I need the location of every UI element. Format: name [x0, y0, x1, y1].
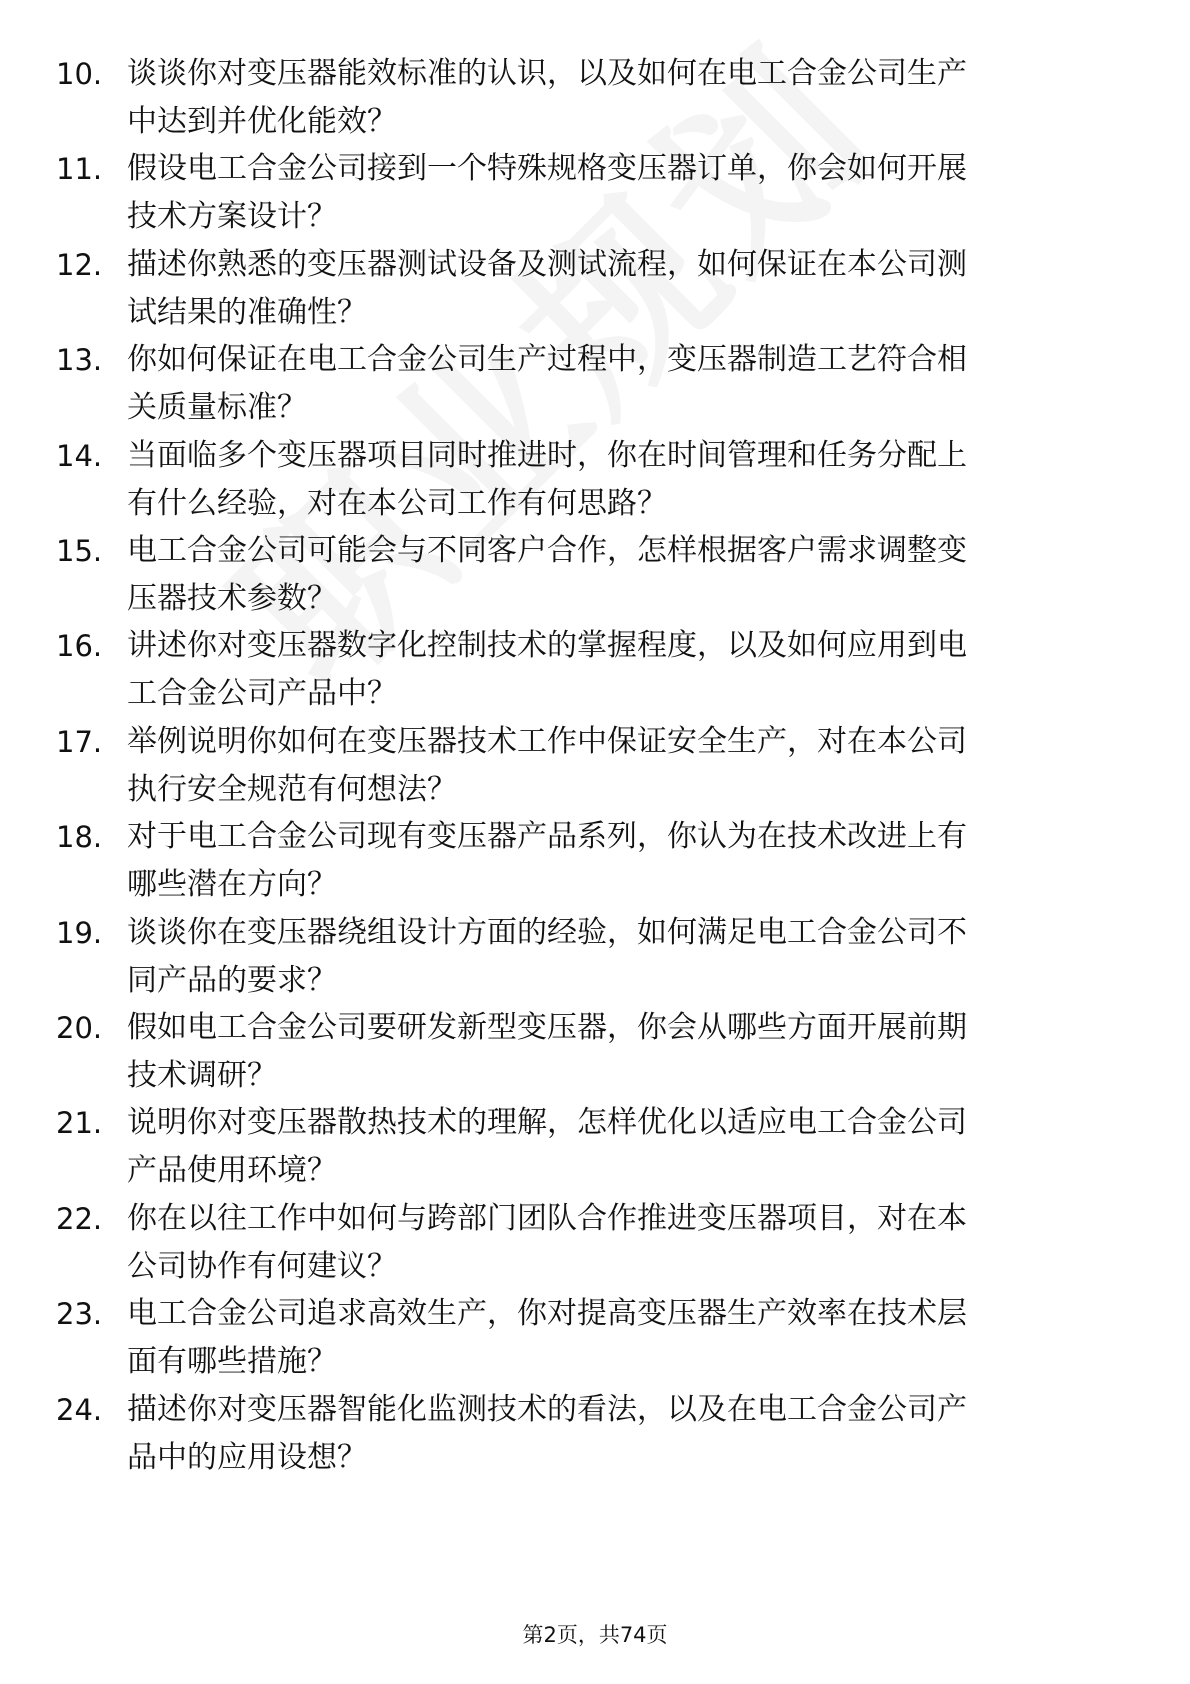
- question-number: 22.: [56, 1201, 103, 1236]
- question-item: [0, 718, 1190, 808]
- question-text: [127, 50, 1127, 146]
- question-text: [127, 1004, 1127, 1100]
- question-text: [127, 527, 1127, 623]
- question-number: 12.: [56, 247, 103, 282]
- question-number: 11.: [56, 152, 103, 187]
- question-text: [127, 718, 1127, 814]
- question-number: 20.: [56, 1011, 103, 1045]
- question-number: 13.: [56, 343, 103, 378]
- question-text-line: 讲述你对变压器数字化控制技术的掌握程度，以及如何应用到电: [127, 628, 967, 664]
- question-text: [127, 813, 1127, 909]
- question-text-line: 执行安全规范有何想法？: [127, 771, 457, 807]
- question-item: [0, 1386, 1190, 1476]
- question-item: [0, 527, 1190, 617]
- question-text: [127, 336, 1127, 432]
- question-number: 19.: [56, 915, 103, 950]
- question-item: [0, 145, 1190, 235]
- question-text-line: 假如电工合金公司要研发新型变压器，你会从哪些方面开展前期: [127, 1010, 967, 1045]
- question-text-line: 谈谈你在变压器绕组设计方面的经验，如何满足电工合金公司不: [127, 914, 967, 950]
- question-number: 21.: [56, 1106, 103, 1141]
- question-item: [0, 241, 1190, 331]
- question-item: [0, 622, 1190, 712]
- question-item: [0, 1099, 1190, 1189]
- question-text-line: 关质量标准？: [127, 390, 307, 426]
- question-text-line: 描述你对变压器智能化监测技术的看法，以及在电工合金公司产: [127, 1391, 967, 1427]
- question-item: [0, 50, 1190, 140]
- question-text-line: 电工合金公司可能会与不同客户合作，怎样根据客户需求调整变: [127, 533, 967, 568]
- question-text-line: 技术调研？: [127, 1058, 277, 1093]
- question-number: 10.: [56, 57, 103, 91]
- question-text-line: 中达到并优化能效？: [127, 104, 397, 139]
- question-text-line: 工合金公司产品中？: [127, 676, 397, 712]
- question-text-line: 试结果的准确性？: [127, 294, 367, 330]
- question-item: [0, 432, 1190, 522]
- question-text-line: 谈谈你对变压器能效标准的认识，以及如何在电工合金公司生产: [127, 56, 967, 91]
- question-text-line: 电工合金公司追求高效生产，你对提高变压器生产效率在技术层: [127, 1296, 967, 1332]
- question-text-line: 说明你对变压器散热技术的理解，怎样优化以适应电工合金公司: [127, 1105, 967, 1141]
- question-text-line: 同产品的要求？: [127, 962, 337, 998]
- question-text-line: 描述你熟悉的变压器测试设备及测试流程，如何保证在本公司测: [127, 246, 967, 282]
- question-number: 15.: [56, 534, 103, 568]
- question-text: [127, 909, 1127, 1005]
- question-text: [127, 622, 1127, 718]
- question-text-line: 品中的应用设想？: [127, 1439, 367, 1475]
- question-text-line: 你如何保证在电工合金公司生产过程中，变压器制造工艺符合相: [127, 342, 967, 378]
- question-text-line: 有什么经验，对在本公司工作有何思路？: [127, 485, 667, 521]
- question-text-line: 哪些潜在方向？: [127, 867, 337, 903]
- question-text-line: 公司协作有何建议？: [127, 1248, 397, 1284]
- question-text: [127, 432, 1127, 528]
- question-number: 18.: [56, 820, 103, 855]
- question-item: [0, 909, 1190, 999]
- question-text-line: 假设电工合金公司接到一个特殊规格变压器订单，你会如何开展: [127, 151, 967, 187]
- question-item: [0, 1004, 1190, 1094]
- question-text-line: 你在以往工作中如何与跨部门团队合作推进变压器项目，对在本: [127, 1200, 967, 1236]
- question-item: [0, 813, 1190, 903]
- question-text-line: 压器技术参数？: [127, 581, 337, 616]
- question-text-line: 技术方案设计？: [127, 199, 337, 235]
- question-text: [127, 145, 1127, 241]
- question-item: [0, 1290, 1190, 1380]
- question-text: [127, 1195, 1127, 1291]
- question-text-line: 对于电工合金公司现有变压器产品系列，你认为在技术改进上有: [127, 819, 967, 855]
- question-text: [127, 1386, 1127, 1482]
- question-item: [0, 1195, 1190, 1285]
- question-item: [0, 336, 1190, 426]
- question-number: 24.: [56, 1392, 103, 1427]
- question-number: 17.: [56, 724, 103, 759]
- page-number: 第2页，共74页: [522, 1623, 668, 1647]
- question-text-line: 举例说明你如何在变压器技术工作中保证安全生产，对在本公司: [127, 723, 967, 759]
- question-text-line: 当面临多个变压器项目同时推进时，你在时间管理和任务分配上: [127, 437, 967, 473]
- question-text: [127, 241, 1127, 337]
- question-number: 14.: [56, 438, 103, 473]
- question-text: [127, 1290, 1127, 1386]
- question-text-line: 面有哪些措施？: [127, 1344, 337, 1380]
- question-number: 23.: [56, 1297, 103, 1332]
- question-text: [127, 1099, 1127, 1195]
- question-text-line: 产品使用环境？: [127, 1153, 337, 1189]
- question-number: 16.: [56, 629, 103, 664]
